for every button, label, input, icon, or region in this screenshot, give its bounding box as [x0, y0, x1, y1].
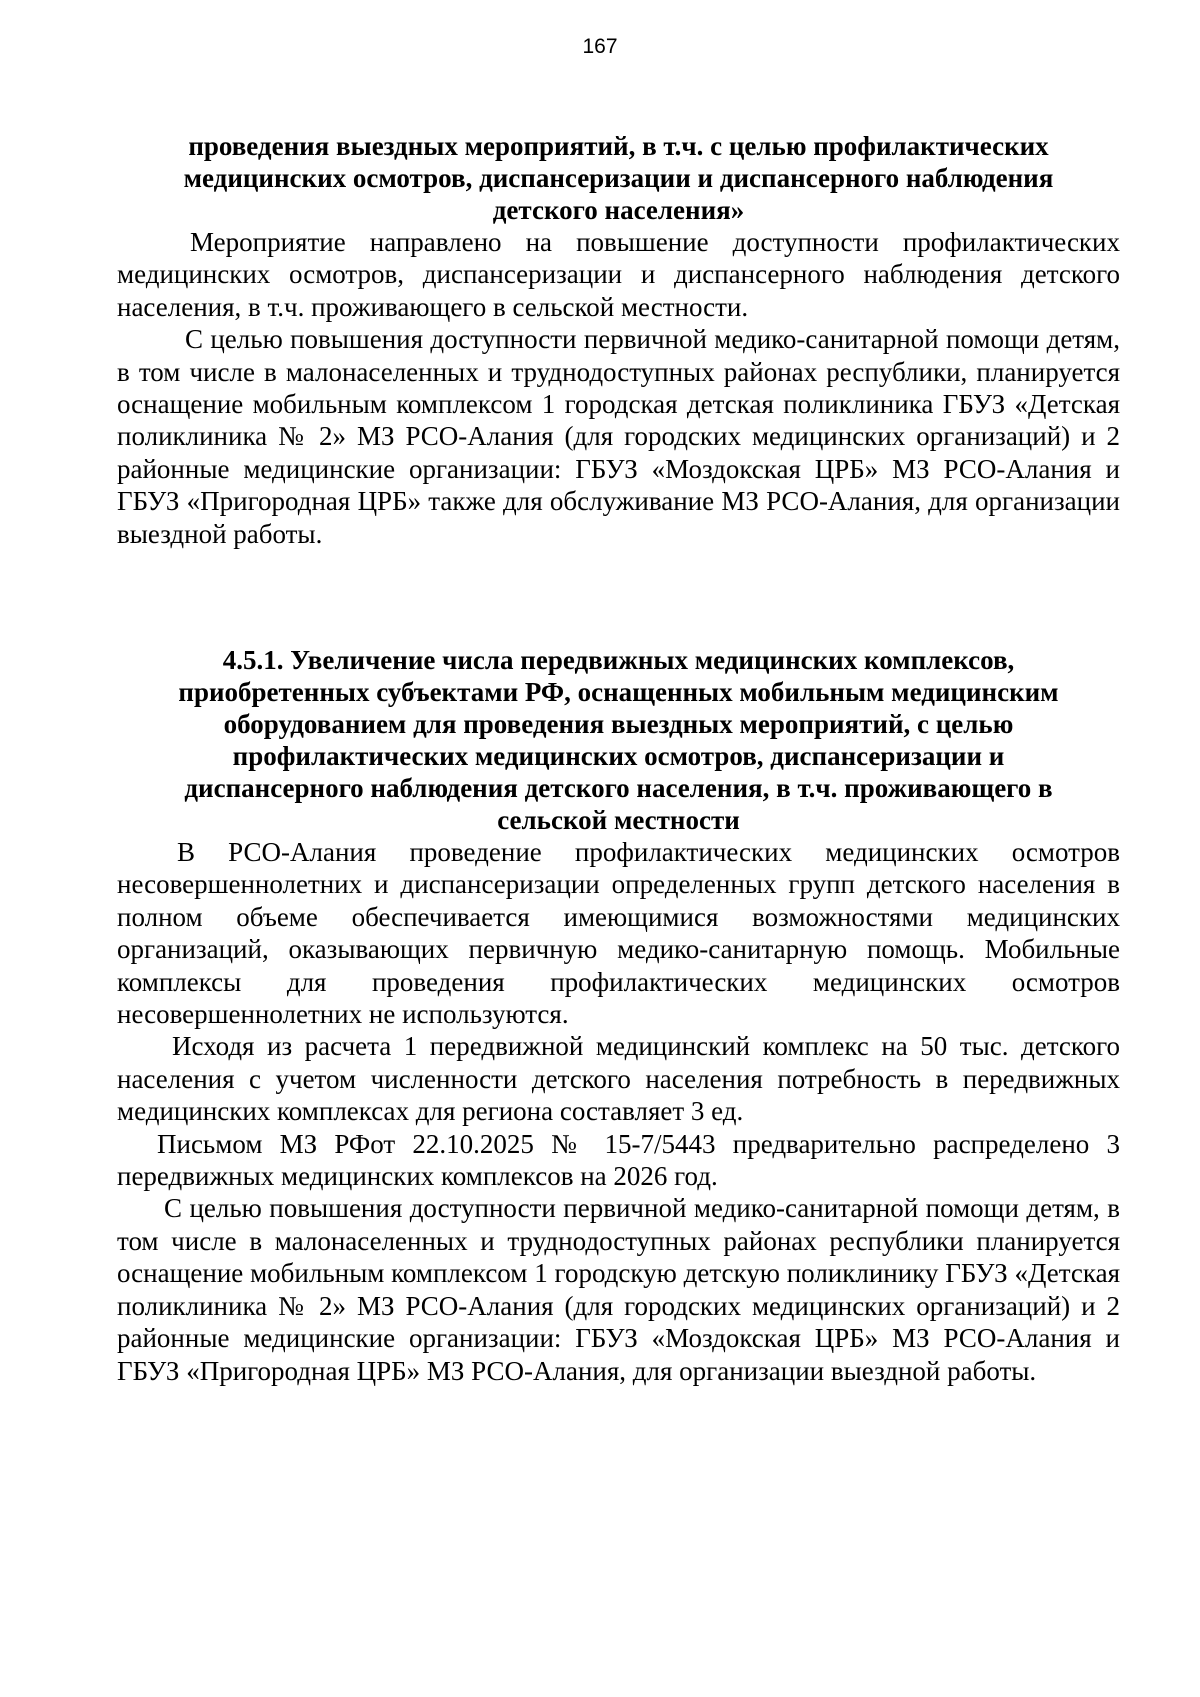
heading-line: оборудованием для проведения выездных мероприятий, с целью: [223, 709, 1014, 739]
paragraph-need-calculation: Исходя из расчета 1 передвижной медицинский комплекс на 50 тыс. детского населения с учетом численности детского населения потребность в передвижных медицинских комплексах для региона составляет 3 ед.: [117, 1031, 1120, 1127]
heading-line: сельской местности: [497, 805, 740, 835]
paragraph-purpose: Мероприятие направлено на повышение доступности профилактических медицинских осмотров, диспансеризации и диспансерного наблюдения детского населения, в т.ч. проживающего в сельской местности.: [117, 227, 1120, 322]
section-mobile-complexes-intro: [117, 130, 1120, 550]
page-number: 167: [582, 35, 618, 58]
heading-line: диспансерного наблюдения детского населения, в т.ч. проживающего в: [184, 773, 1053, 803]
heading-line: детского населения»: [492, 195, 745, 225]
section-4-5-1: [117, 644, 1120, 1387]
heading-line: 4.5.1. Увеличение числа передвижных медицинских комплексов,: [222, 645, 1015, 675]
paragraph-ministry-letter: Письмом МЗ РФот 22.10.2025 № 15-7/5443 предварительно распределено 3 передвижных медицинских комплексов на 2026 год.: [117, 1128, 1120, 1192]
heading-line: профилактических медицинских осмотров, диспансеризации и: [232, 741, 1005, 771]
paragraph-equipment-plan-2026: С целью повышения доступности первичной медико-санитарной помощи детям, в том числе в малонаселенных и труднодоступных районах республики планируется оснащение мобильным комплексом 1 городскую детскую поликлинику ГБУЗ «Детская поликлиника № 2» МЗ РСО-Алания (для городских медицинских организаций) и 2 районные медицинские организации: ГБУЗ «Моздокская ЦРБ» МЗ РСО-Алания и ГБУЗ «Пригородная ЦРБ» МЗ РСО-Алания, для организации выездной работы.: [117, 1193, 1120, 1386]
paragraph-current-state: В РСО-Алания проведение профилактических медицинских осмотров несовершеннолетних и диспансеризации определенных групп детского населения в полном объеме обеспечивается имеющимися возможностями медицинских организаций, оказывающих первичную медико-санитарную помощь. Мобильные комплексы для проведения профилактических медицинских осмотров несовершеннолетних не используются.: [117, 837, 1120, 1030]
heading-line: проведения выездных мероприятий, в т.ч. с целью профилактических: [188, 131, 1049, 161]
section-heading-continuation: [117, 130, 1120, 226]
paragraph-equipment-plan: С целью повышения доступности первичной медико-санитарной помощи детям, в том числе в малонаселенных и труднодоступных районах республики, планируется оснащение мобильным комплексом 1 городская детская поликлиника ГБУЗ «Детская поликлиника № 2» МЗ РСО-Алания (для городских медицинских организаций) и 2 районные медицинские организации: ГБУЗ «Моздокская ЦРБ» МЗ РСО-Алания и ГБУЗ «Пригородная ЦРБ» также для обслуживание МЗ РСО-Алания, для организации выездной работы.: [117, 324, 1120, 549]
heading-line: приобретенных субъектами РФ, оснащенных мобильным медицинским: [178, 677, 1059, 707]
heading-line: медицинских осмотров, диспансеризации и диспансерного наблюдения: [183, 163, 1054, 193]
section-heading-4-5-1: [117, 644, 1120, 836]
